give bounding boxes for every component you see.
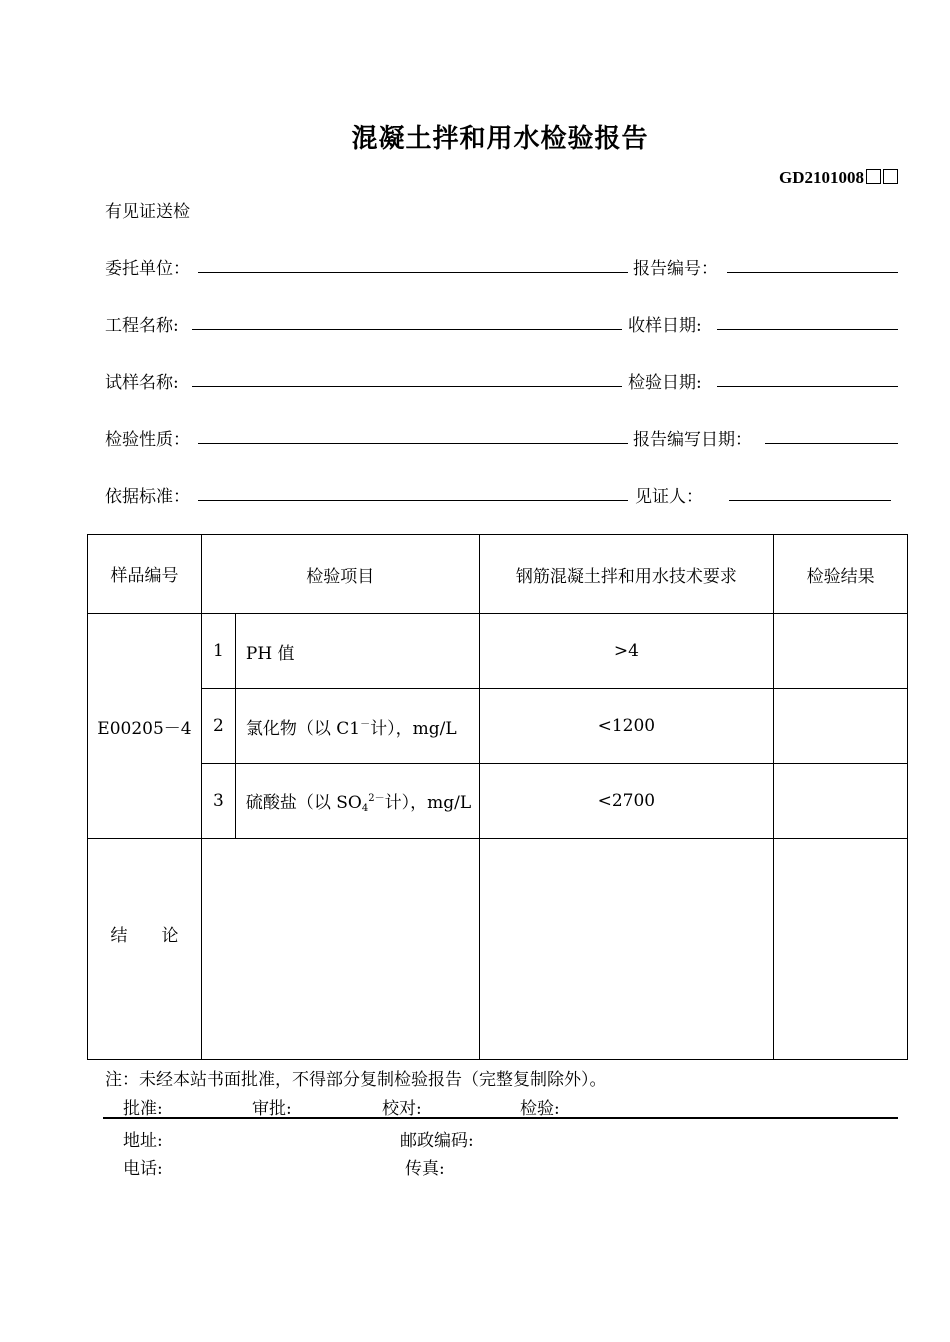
proofread-label: 校对: [382,1099,422,1119]
item-cell [235,689,479,764]
requirement-cell: <2700 [479,764,774,839]
item-superscript: － [360,718,371,730]
report-no-field[interactable] [727,253,898,273]
standard-field[interactable] [198,481,628,501]
witness-note: 有见证送检 [105,202,190,222]
header-sample-no: 样品编号 [88,535,202,614]
page-title: 混凝土拌和用水检验报告 [351,124,649,154]
witness-label: 见证人： [635,487,703,507]
test-nature-field[interactable] [198,424,628,444]
header-requirement: 钢筋混凝土拌和用水技术要求 [479,535,774,614]
sample-id-cell: E00205－4 [88,614,202,839]
test-date-label: 检验日期: [628,373,702,393]
item-prefix: 氯化物（以 C1 [245,718,361,739]
conclusion-row [88,839,908,1060]
table-header-row [88,535,908,614]
report-write-date-field[interactable] [765,424,898,444]
code-box-2 [883,169,898,184]
header-result: 检验结果 [774,535,908,614]
inspect-label: 检验: [520,1099,560,1119]
sample-name-field[interactable] [192,367,622,387]
copy-note: 注：未经本站书面批准，不得部分复制检验报告（完整复制除外）。 [105,1070,607,1090]
requirement-cell: >4 [479,614,774,689]
item-cell [235,764,479,839]
row-number: 3 [201,764,235,839]
table-row [88,689,908,764]
row-number: 1 [201,614,235,689]
item-suffix: 计），mg/L [370,718,457,739]
test-results-table [87,534,908,1060]
sample-name-label: 试样名称: [105,373,179,393]
review-label: 审批: [252,1099,292,1119]
table-row [88,614,908,689]
test-date-field[interactable] [717,367,898,387]
code-box-1 [866,169,881,184]
sample-date-field[interactable] [717,310,898,330]
conclusion-label: 结 论 [88,839,202,1060]
approve-label: 批准: [123,1099,163,1119]
conclusion-cell-1[interactable] [201,839,479,1060]
project-name-label: 工程名称: [105,316,179,336]
test-nature-label: 检验性质： [105,430,190,450]
item-cell: PH 值 [235,614,479,689]
phone-label: 电话: [123,1159,163,1179]
requirement-cell: <1200 [479,689,774,764]
document-code-text: GD2101008 [779,168,864,187]
item-prefix: 硫酸盐（以 SO [245,793,362,813]
witness-field[interactable] [729,481,891,501]
project-name-field[interactable] [192,310,622,330]
footer-divider [103,1117,898,1119]
address-label: 地址: [123,1131,163,1151]
table-row [88,764,908,839]
fax-label: 传真: [405,1159,445,1179]
report-write-date-label: 报告编写日期： [633,430,752,450]
conclusion-cell-3[interactable] [774,839,908,1060]
standard-label: 依据标准： [105,487,190,507]
entrust-unit-label: 委托单位： [105,259,190,279]
result-cell[interactable] [774,764,908,839]
document-code [779,168,898,188]
row-number: 2 [201,689,235,764]
result-cell[interactable] [774,689,908,764]
item-subscript: 4 [361,803,369,814]
conclusion-cell-2[interactable] [479,839,774,1060]
report-no-label: 报告编号： [633,259,718,279]
entrust-unit-field[interactable] [198,253,628,273]
postcode-label: 邮政编码: [400,1131,474,1151]
header-item: 检验项目 [201,535,479,614]
result-cell[interactable] [774,614,908,689]
item-superscript: 2－ [368,793,385,804]
item-suffix: 计），mg/L [384,793,472,813]
sample-date-label: 收样日期: [628,316,702,336]
